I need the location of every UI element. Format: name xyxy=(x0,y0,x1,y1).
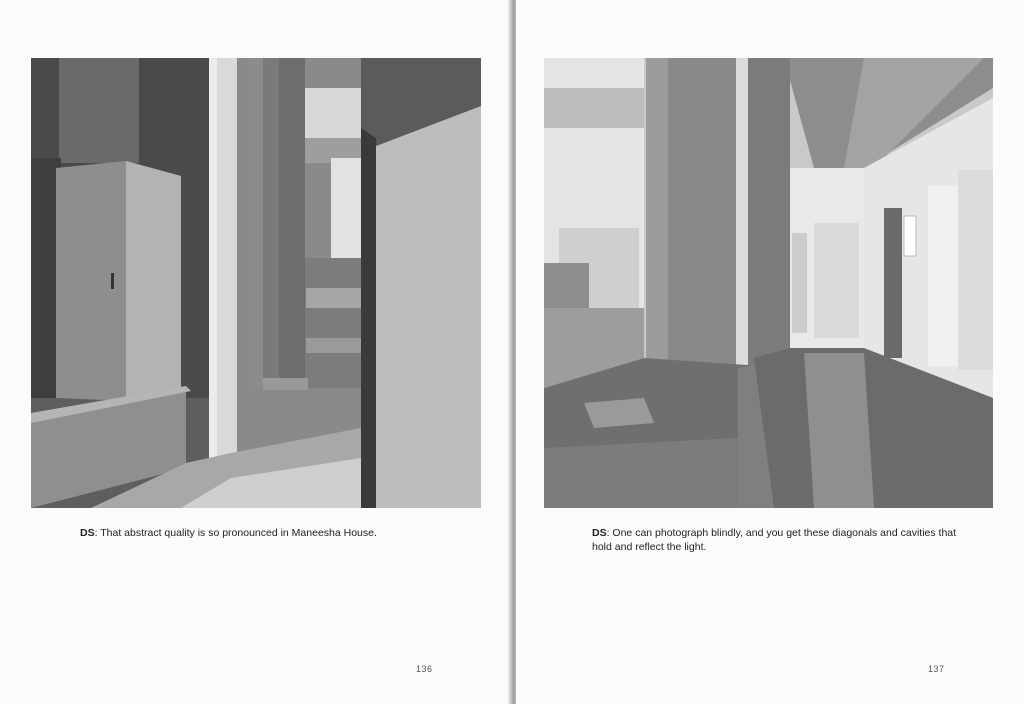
caption-right xyxy=(592,526,962,554)
caption-speaker: DS xyxy=(80,527,95,539)
left-page xyxy=(0,0,510,704)
interior-photo-right xyxy=(544,58,993,508)
page-number-left: 136 xyxy=(416,664,433,674)
right-page xyxy=(516,0,1024,704)
interior-photo-left xyxy=(31,58,481,508)
caption-left xyxy=(80,526,440,540)
page-number-right: 137 xyxy=(928,664,945,674)
caption-speaker: DS xyxy=(592,527,607,539)
caption-text: : One can photograph blindly, and you get these diagonals and cavities that hold and reflect the light. xyxy=(592,527,957,553)
caption-text: : That abstract quality is so pronounced in Maneesha House. xyxy=(94,527,377,539)
